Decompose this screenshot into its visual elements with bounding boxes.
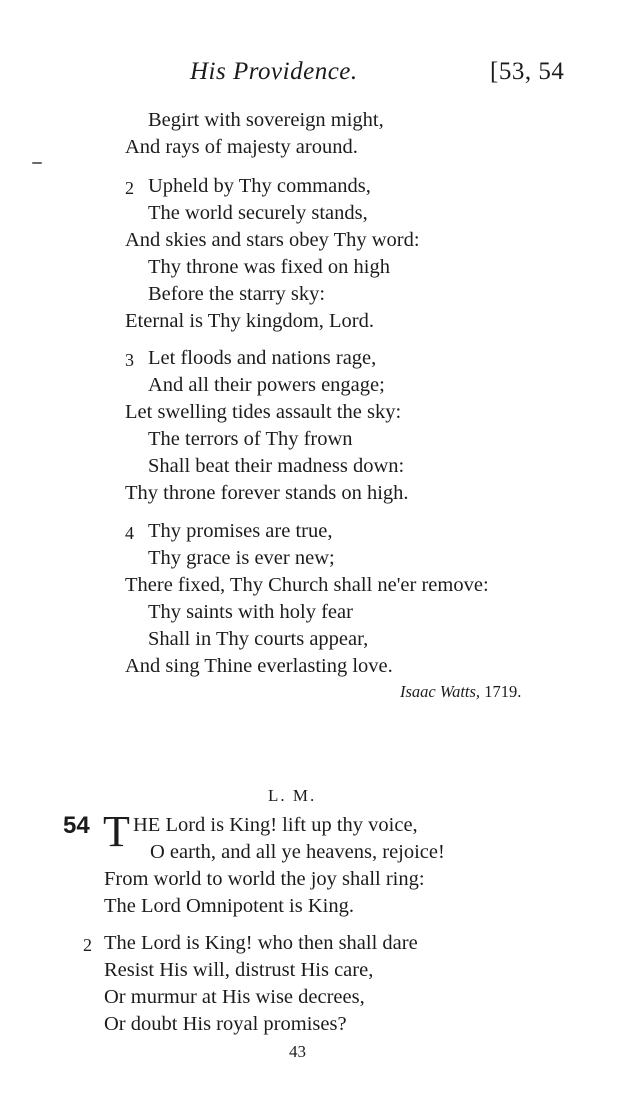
verse-line: Thy throne forever stands on high.	[125, 482, 409, 504]
verse-line: HE Lord is King! lift up thy voice,	[133, 814, 418, 836]
hymn-number-range: [53, 54	[490, 58, 565, 85]
hymn-number: 54	[63, 812, 90, 839]
verse-line: And sing Thine everlasting love.	[125, 655, 393, 677]
running-head: His Providence.	[190, 58, 358, 85]
verse-number: 2	[83, 935, 92, 955]
verse-line: And skies and stars obey Thy word:	[125, 229, 420, 251]
verse-line: Shall beat their madness down:	[148, 455, 405, 477]
verse-line: Thy promises are true,	[148, 520, 333, 542]
attribution-author: Isaac Watts,	[400, 682, 481, 701]
verse-line: Let swelling tides assault the sky:	[125, 401, 402, 423]
verse-line: Eternal is Thy kingdom, Lord.	[125, 310, 375, 332]
verse-line: Thy throne was fixed on high	[148, 256, 390, 278]
drop-cap: T	[103, 807, 130, 856]
verse-line: Resist His will, distrust His care,	[104, 959, 374, 981]
verse-line: Thy grace is ever new;	[148, 547, 335, 569]
verse-line: There fixed, Thy Church shall ne'er remove:	[125, 574, 489, 596]
verse-line: Thy saints with holy fear	[148, 601, 353, 623]
attribution	[400, 682, 521, 702]
verse-number: 3	[125, 350, 134, 370]
verse-number: 2	[125, 178, 134, 198]
verse-line: Before the starry sky:	[148, 283, 326, 305]
verse-number: 4	[125, 523, 134, 543]
verse-line: Let floods and nations rage,	[148, 347, 377, 369]
verse-line: The Lord is King! who then shall dare	[104, 932, 418, 954]
ink-smudge	[32, 162, 42, 164]
verse-line: Begirt with sovereign might,	[148, 109, 384, 131]
verse-line: The world securely stands,	[148, 202, 368, 224]
attribution-year: 1719.	[484, 682, 522, 701]
verse-line: Shall in Thy courts appear,	[148, 628, 369, 650]
verse-line: And rays of majesty around.	[125, 136, 358, 158]
verse-line: And all their powers engage;	[148, 374, 385, 396]
verse-line: O earth, and all ye heavens, rejoice!	[150, 841, 445, 863]
verse-line: From world to world the joy shall ring:	[104, 868, 425, 890]
meter-label: L. M.	[268, 786, 317, 805]
verse-line: The terrors of Thy frown	[148, 428, 353, 450]
page-number: 43	[289, 1042, 306, 1061]
verse-line: Or murmur at His wise decrees,	[104, 986, 365, 1008]
verse-line: Or doubt His royal promises?	[104, 1013, 347, 1035]
verse-line: The Lord Omnipotent is King.	[104, 895, 354, 917]
verse-line: Upheld by Thy commands,	[148, 175, 371, 197]
